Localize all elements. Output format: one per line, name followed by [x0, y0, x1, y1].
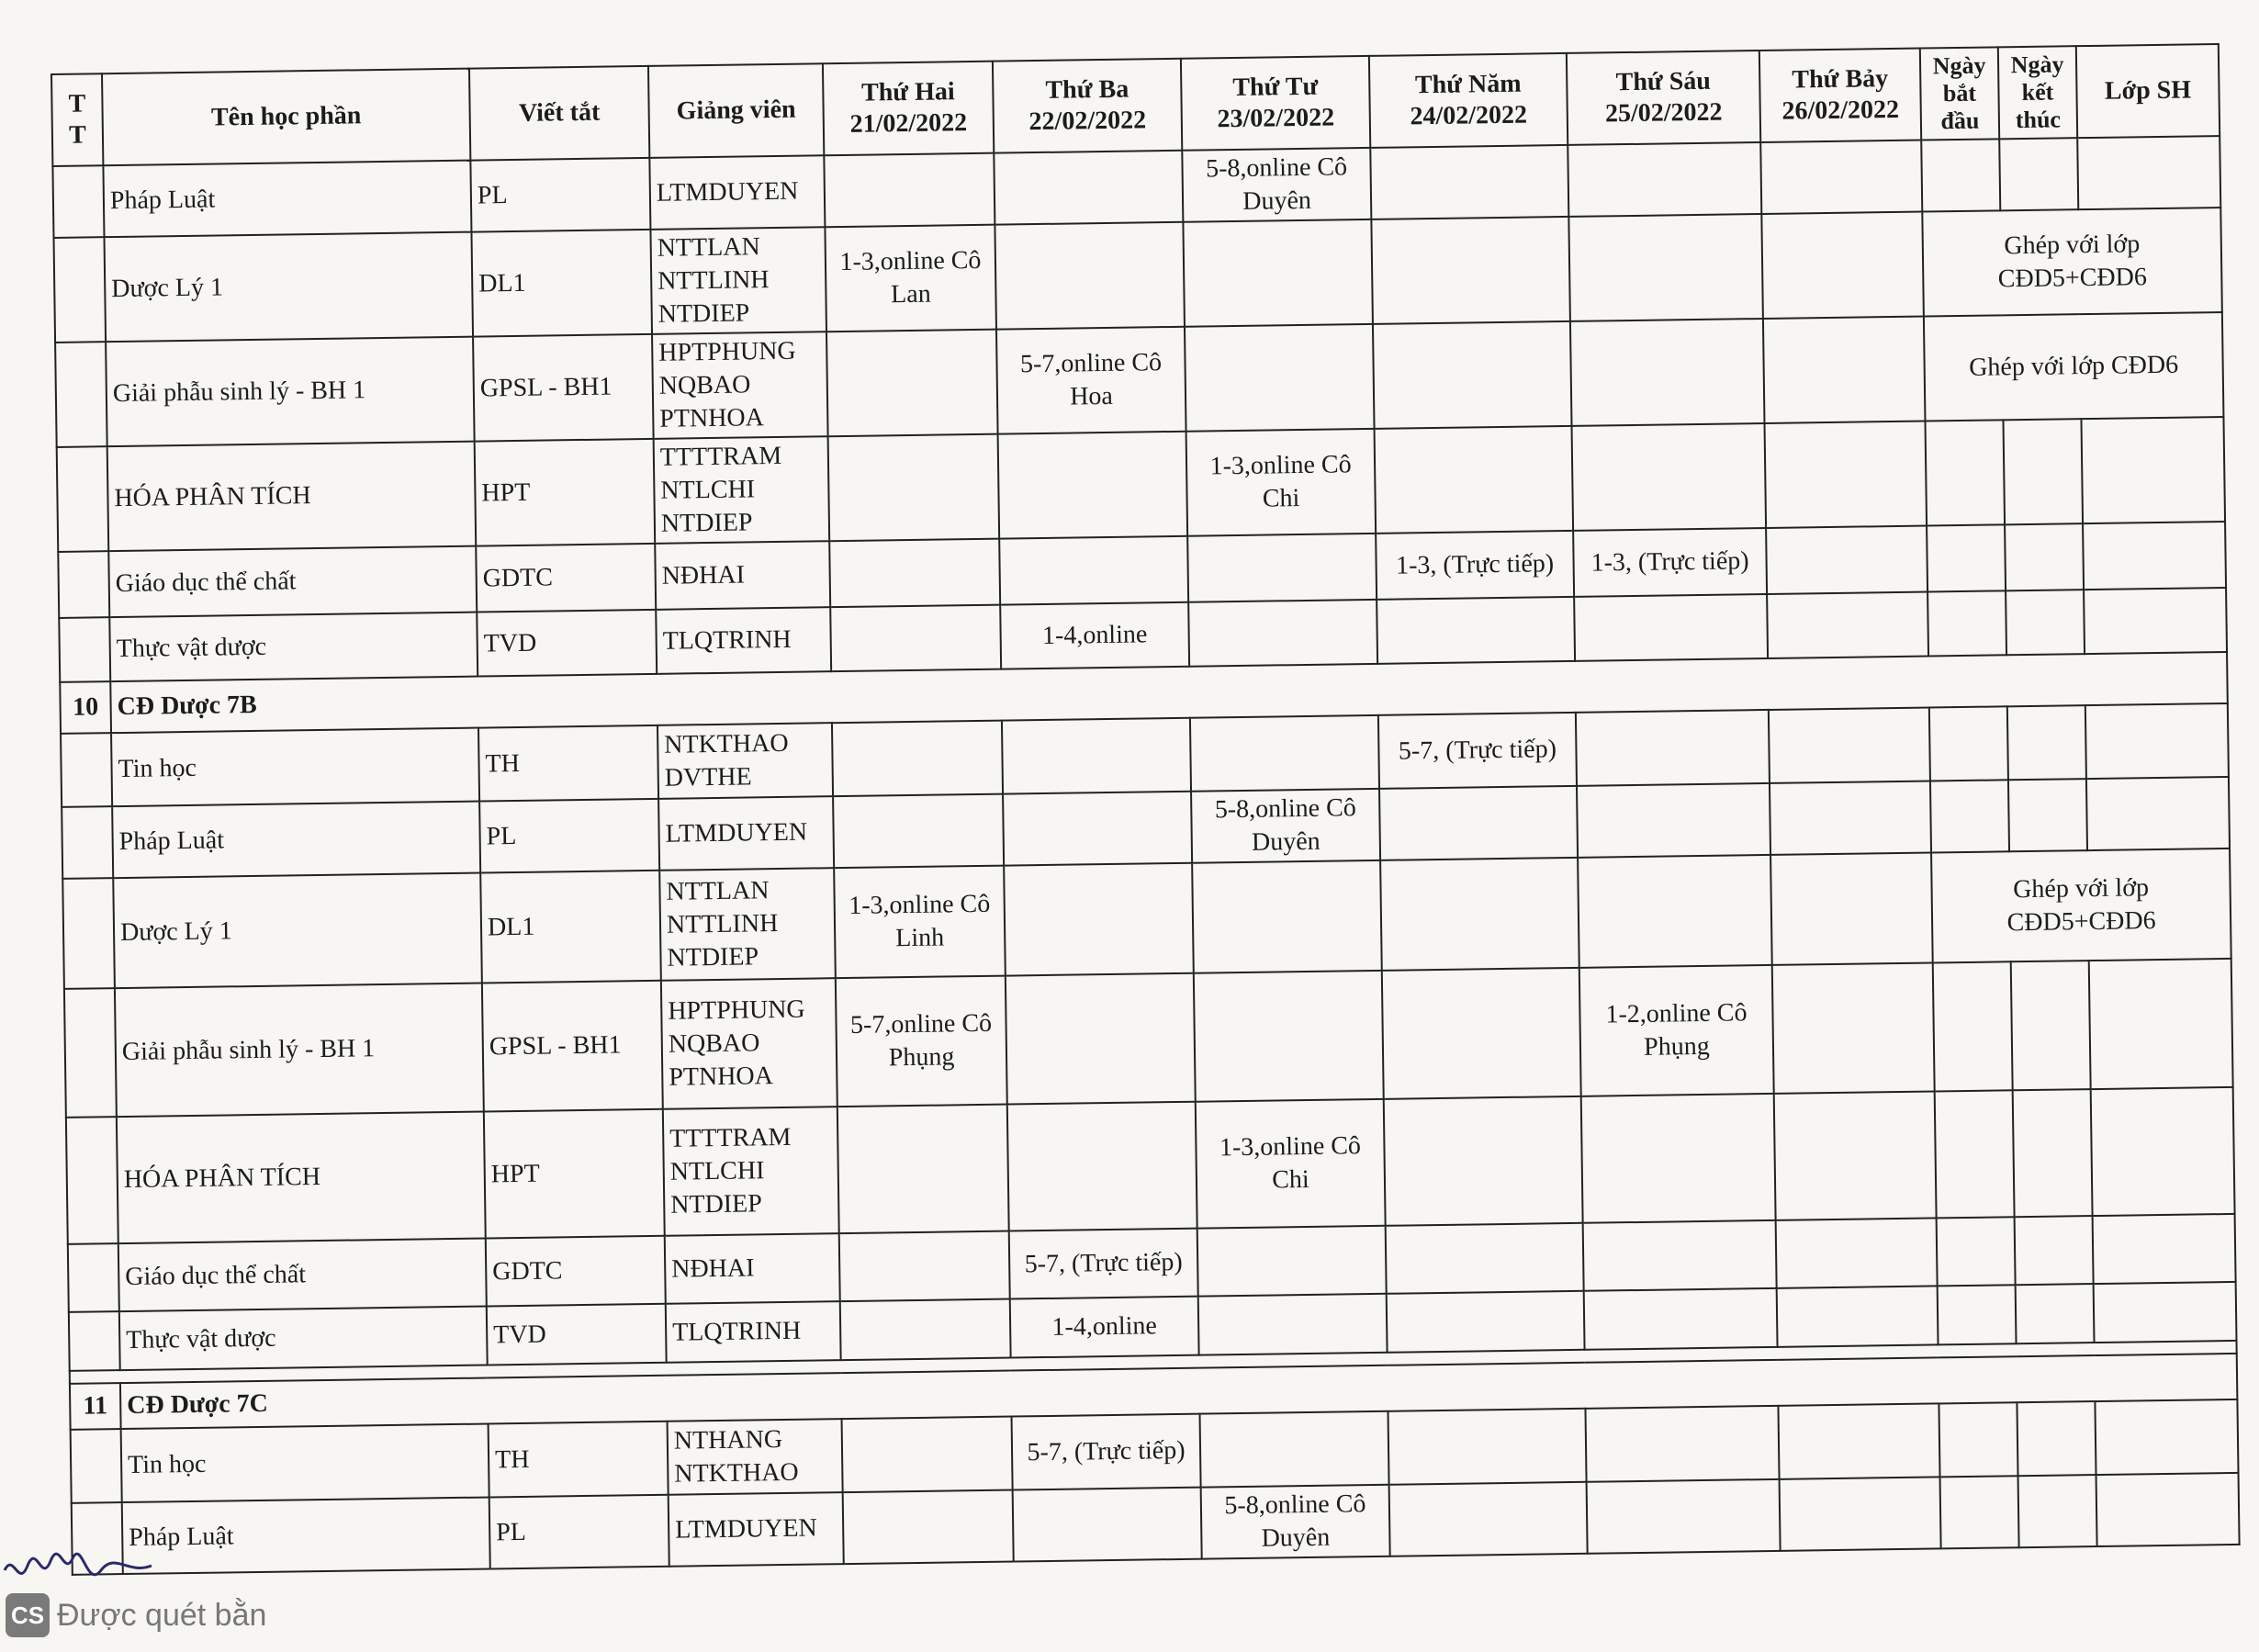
header-day-sat: Thứ Bảy 26/02/2022 [1759, 49, 1921, 142]
schedule-slot: 1-3,online Cô Lan [825, 225, 996, 332]
schedule-slot: 1-3,online Cô Linh [834, 866, 1006, 979]
schedule-slot: 5-7,online Cô Phụng [836, 976, 1007, 1107]
schedule-slot: 5-8,online Cô Duyên [1201, 1485, 1390, 1559]
class-note: Ghép với lớp CĐD5+CĐD6 [1931, 848, 2231, 963]
group-title: CĐ Dược 7B [110, 652, 2228, 733]
schedule-slot: 1-3, (Trực tiếp) [1376, 531, 1574, 600]
course-abbr: TVD [487, 1304, 667, 1365]
course-abbr: GDTC [476, 544, 656, 612]
course-name: Thực vật dược [119, 1307, 488, 1371]
schedule-slot: 1-2,online Cô Phụng [1579, 965, 1774, 1096]
course-abbr: PL [489, 1495, 669, 1569]
header-ngay-bat-dau: Ngày bắt đầu [1920, 47, 1999, 140]
lecturer: NTTLAN NTTLINH NTDIEP [650, 227, 826, 334]
schedule-slot: 1-3, (Trực tiếp) [1573, 528, 1767, 597]
course-name: Dược Lý 1 [113, 873, 482, 989]
lecturer: HPTPHUNG NQBAO PTNHOA [661, 978, 837, 1109]
schedule-slot: 1-3,online Cô Chi [1196, 1099, 1386, 1229]
lecturer: NĐHAI [655, 541, 830, 610]
course-abbr: PL [470, 158, 650, 232]
course-name: HÓA PHÂN TÍCH [117, 1112, 486, 1244]
schedule-sheet [51, 43, 2239, 1576]
signature [0, 1534, 184, 1598]
course-abbr: TH [478, 725, 658, 802]
group-number: 10 [60, 681, 111, 734]
group-title: CĐ Dược 7C [120, 1354, 2237, 1429]
header-day-tue: Thứ Ba 22/02/2022 [993, 59, 1182, 153]
header-viet-tat: Viết tắt [469, 66, 649, 161]
course-abbr: DL1 [471, 230, 652, 337]
header-day-wed: Thứ Tư 23/02/2022 [1181, 56, 1370, 151]
header-ten-hoc-phan: Tên học phần [102, 69, 470, 166]
course-abbr: DL1 [480, 871, 661, 983]
course-name: Pháp Luật [122, 1497, 490, 1574]
schedule-slot: 1-4,online [1010, 1297, 1199, 1358]
group-number: 11 [70, 1383, 121, 1430]
camscanner-icon: CS [6, 1593, 50, 1637]
header-giang-vien: Giảng viên [648, 63, 824, 158]
course-name: Thực vật dược [109, 612, 478, 682]
header-day-fri: Thứ Sáu 25/02/2022 [1567, 51, 1760, 145]
course-abbr: HPT [475, 439, 656, 546]
lecturer: TLQTRINH [666, 1301, 841, 1363]
schedule-slot: 1-4,online [1000, 602, 1189, 669]
course-name: Giải phẫu sinh lý - BH 1 [106, 337, 475, 447]
schedule-table [51, 43, 2241, 1576]
lecturer: NTHANG NTKTHAO [668, 1419, 843, 1495]
course-name: Dược Lý 1 [104, 232, 473, 343]
course-name: Tin học [121, 1423, 489, 1502]
schedule-slot: 5-8,online Cô Duyên [1191, 789, 1380, 863]
course-abbr: TH [489, 1422, 669, 1498]
course-name: HÓA PHÂN TÍCH [107, 442, 477, 552]
lecturer: TTTTRAM NTLCHI NTDIEP [654, 436, 830, 544]
course-abbr: GPSL - BH1 [473, 334, 654, 442]
header-lop-sh: Lớp SH [2076, 44, 2220, 138]
header-day-mon: Thứ Hai 21/02/2022 [823, 62, 994, 156]
class-note: Ghép với lớp CĐD5+CĐD6 [1922, 208, 2222, 317]
schedule-slot: 5-7,online Cô Hoa [996, 327, 1186, 434]
course-abbr: GPSL - BH1 [482, 981, 663, 1112]
schedule-slot: 5-7, (Trực tiếp) [1009, 1229, 1198, 1299]
lecturer: HPTPHUNG NQBAO PTNHOA [652, 332, 828, 439]
lecturer: NTTLAN NTTLINH NTDIEP [659, 868, 836, 981]
course-name: Giáo dục thể chất [108, 546, 477, 618]
lecturer: TLQTRINH [656, 607, 831, 674]
schedule-slot: 5-7, (Trực tiếp) [1378, 713, 1577, 789]
header-day-thu: Thứ Năm 24/02/2022 [1369, 53, 1568, 148]
lecturer: NTKTHAO DVTHE [657, 723, 833, 799]
scanner-watermark [6, 1593, 266, 1637]
lecturer: NĐHAI [665, 1233, 840, 1304]
header-ngay-ket-thuc: Ngày kết thúc [1998, 46, 2077, 139]
course-name: Pháp Luật [103, 161, 471, 238]
course-abbr: PL [479, 799, 659, 873]
course-name: Pháp Luật [112, 802, 480, 879]
scan-text: Được quét bằn [57, 1597, 267, 1633]
lecturer: LTMDUYEN [649, 155, 825, 230]
course-name: Tin học [111, 728, 479, 807]
lecturer: TTTTRAM NTLCHI NTDIEP [663, 1107, 839, 1236]
schedule-slot: 5-8,online Cô Duyên [1182, 148, 1371, 222]
course-name: Giáo dục thể chất [118, 1239, 487, 1312]
header-tt: T T [51, 73, 103, 166]
schedule-slot: 1-3,online Cô Chi [1186, 429, 1377, 536]
class-note: Ghép với lớp CĐD6 [1924, 312, 2224, 421]
course-name: Giải phẫu sinh lý - BH 1 [115, 983, 484, 1118]
course-abbr: GDTC [486, 1236, 666, 1307]
schedule-slot: 5-7, (Trực tiếp) [1012, 1414, 1201, 1490]
lecturer: LTMDUYEN [658, 796, 834, 871]
course-abbr: TVD [477, 610, 657, 677]
lecturer: LTMDUYEN [669, 1492, 844, 1567]
course-abbr: HPT [484, 1109, 665, 1239]
